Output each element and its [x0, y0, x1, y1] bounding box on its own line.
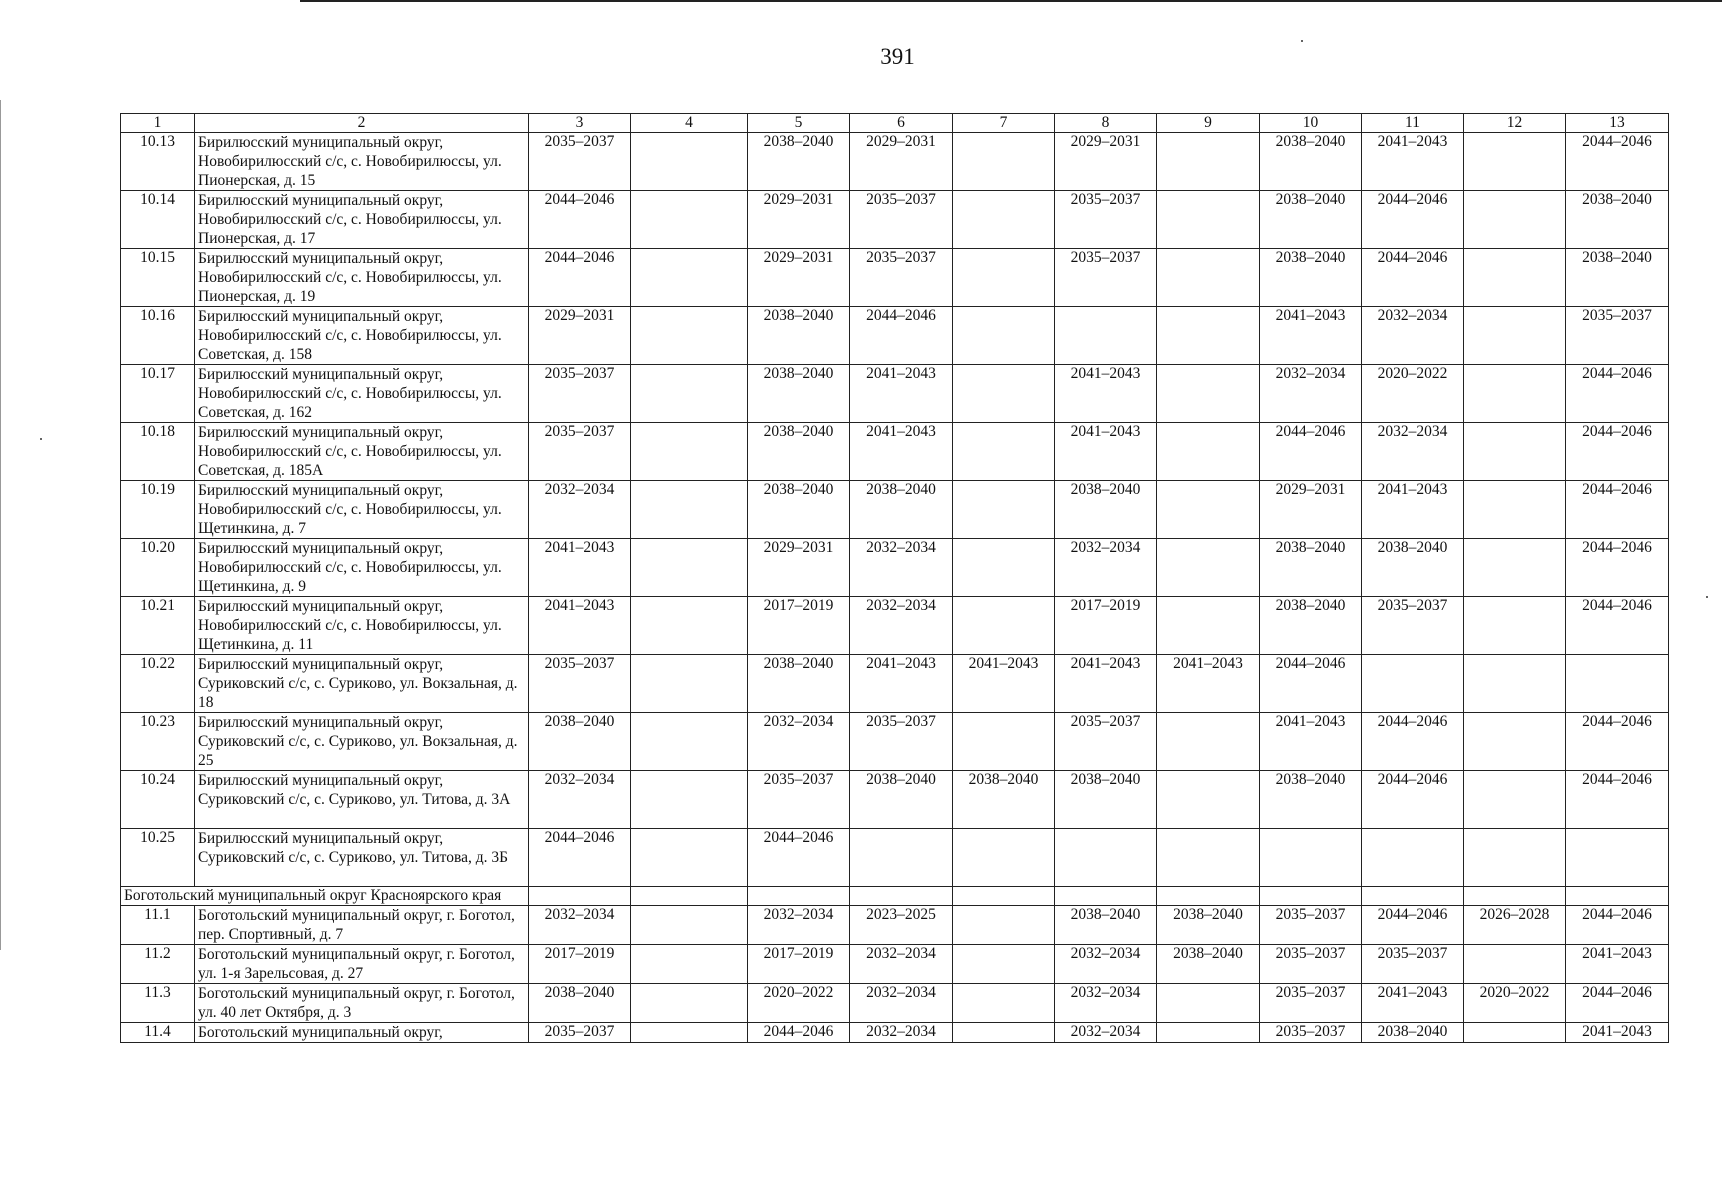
column-number: 12	[1464, 114, 1566, 133]
period-cell: 2035–2037	[1362, 597, 1464, 655]
address-cell: Бирилюсский муниципальный округ, Суриковский с/с, с. Суриково, ул. Вокзальная, д. 18	[195, 655, 529, 713]
period-cell: 2035–2037	[529, 1023, 631, 1043]
period-cell: 2032–2034	[748, 713, 850, 771]
period-cell	[1464, 1023, 1566, 1043]
empty-cell	[529, 887, 631, 906]
table-row	[121, 1023, 1669, 1043]
column-number: 3	[529, 114, 631, 133]
period-cell	[1464, 365, 1566, 423]
period-cell: 2032–2034	[1055, 539, 1157, 597]
period-cell: 2041–2043	[850, 655, 953, 713]
row-number: 10.25	[121, 829, 195, 887]
period-cell: 2044–2046	[1566, 713, 1669, 771]
period-cell	[850, 829, 953, 887]
period-cell	[1362, 829, 1464, 887]
period-cell: 2032–2034	[850, 945, 953, 984]
table-row	[121, 713, 1669, 771]
scan-speck	[1706, 596, 1708, 598]
period-cell	[953, 984, 1055, 1023]
table-row	[121, 191, 1669, 249]
period-cell: 2041–2043	[1566, 1023, 1669, 1043]
period-cell: 2035–2037	[1055, 713, 1157, 771]
period-cell	[1055, 829, 1157, 887]
period-cell	[631, 539, 748, 597]
column-number: 1	[121, 114, 195, 133]
period-cell: 2044–2046	[1566, 771, 1669, 829]
period-cell: 2044–2046	[1362, 771, 1464, 829]
period-cell	[631, 481, 748, 539]
period-cell: 2029–2031	[1260, 481, 1362, 539]
address-cell: Бирилюсский муниципальный округ, Новобирилюсский с/с, с. Новобирилюссы, ул. Советская, д. 185А	[195, 423, 529, 481]
row-number: 10.14	[121, 191, 195, 249]
period-cell	[953, 307, 1055, 365]
period-cell: 2035–2037	[1260, 1023, 1362, 1043]
period-cell	[631, 906, 748, 945]
period-cell	[631, 597, 748, 655]
period-cell	[1464, 771, 1566, 829]
column-number: 10	[1260, 114, 1362, 133]
period-cell: 2041–2043	[529, 597, 631, 655]
period-cell	[953, 133, 1055, 191]
period-cell: 2038–2040	[529, 713, 631, 771]
period-cell: 2044–2046	[529, 191, 631, 249]
period-cell: 2038–2040	[748, 481, 850, 539]
period-cell: 2044–2046	[1362, 249, 1464, 307]
period-cell: 2017–2019	[748, 945, 850, 984]
column-number: 2	[195, 114, 529, 133]
period-cell	[1464, 133, 1566, 191]
period-cell: 2044–2046	[748, 1023, 850, 1043]
section-title: Боготольский муниципальный округ Красноярского края	[121, 887, 529, 906]
period-cell: 2035–2037	[850, 713, 953, 771]
column-number: 9	[1157, 114, 1260, 133]
row-number: 11.4	[121, 1023, 195, 1043]
period-cell	[1464, 713, 1566, 771]
period-cell: 2041–2043	[1362, 133, 1464, 191]
period-cell: 2038–2040	[1157, 945, 1260, 984]
period-cell: 2041–2043	[529, 539, 631, 597]
column-number: 4	[631, 114, 748, 133]
empty-cell	[1362, 887, 1464, 906]
period-cell: 2032–2034	[850, 539, 953, 597]
period-cell: 2035–2037	[850, 249, 953, 307]
row-number: 10.23	[121, 713, 195, 771]
period-cell: 2038–2040	[748, 423, 850, 481]
period-cell: 2041–2043	[1157, 655, 1260, 713]
period-cell: 2032–2034	[529, 481, 631, 539]
period-cell	[1157, 1023, 1260, 1043]
period-cell	[1464, 191, 1566, 249]
row-number: 10.22	[121, 655, 195, 713]
address-cell: Боготольский муниципальный округ,	[195, 1023, 529, 1043]
period-cell: 2032–2034	[1260, 365, 1362, 423]
period-cell	[1464, 307, 1566, 365]
period-cell: 2035–2037	[1055, 191, 1157, 249]
table-row	[121, 133, 1669, 191]
period-cell: 2032–2034	[1055, 945, 1157, 984]
period-cell: 2044–2046	[1362, 713, 1464, 771]
period-cell	[631, 984, 748, 1023]
table-row	[121, 771, 1669, 829]
period-cell: 2044–2046	[1362, 191, 1464, 249]
period-cell: 2044–2046	[1566, 365, 1669, 423]
period-cell	[1566, 829, 1669, 887]
period-cell: 2035–2037	[1566, 307, 1669, 365]
period-cell	[953, 423, 1055, 481]
period-cell: 2038–2040	[1260, 597, 1362, 655]
table-row	[121, 307, 1669, 365]
empty-cell	[748, 887, 850, 906]
period-cell: 2017–2019	[1055, 597, 1157, 655]
period-cell: 2032–2034	[1055, 984, 1157, 1023]
period-cell: 2041–2043	[953, 655, 1055, 713]
period-cell: 2020–2022	[748, 984, 850, 1023]
period-cell	[953, 829, 1055, 887]
period-cell: 2044–2046	[850, 307, 953, 365]
period-cell: 2029–2031	[529, 307, 631, 365]
period-cell	[631, 191, 748, 249]
period-cell	[631, 771, 748, 829]
address-cell: Бирилюсский муниципальный округ, Новобирилюсский с/с, с. Новобирилюссы, ул. Пионерская, д. 19	[195, 249, 529, 307]
period-cell: 2038–2040	[850, 481, 953, 539]
period-cell	[953, 191, 1055, 249]
period-cell: 2032–2034	[529, 906, 631, 945]
period-cell: 2041–2043	[1055, 365, 1157, 423]
period-cell	[631, 423, 748, 481]
period-cell	[1157, 597, 1260, 655]
period-cell	[1464, 829, 1566, 887]
period-cell: 2032–2034	[850, 984, 953, 1023]
period-cell: 2044–2046	[1260, 655, 1362, 713]
period-cell	[1566, 655, 1669, 713]
period-cell	[953, 539, 1055, 597]
period-cell: 2038–2040	[1055, 481, 1157, 539]
address-cell: Боготольский муниципальный округ, г. Боготол, пер. Спортивный, д. 7	[195, 906, 529, 945]
row-number: 10.18	[121, 423, 195, 481]
address-cell: Бирилюсский муниципальный округ, Суриковский с/с, с. Суриково, ул. Титова, д. 3А	[195, 771, 529, 829]
period-cell: 2038–2040	[529, 984, 631, 1023]
empty-cell	[1260, 887, 1362, 906]
period-cell	[1464, 481, 1566, 539]
table-row	[121, 984, 1669, 1023]
table-row	[121, 249, 1669, 307]
period-cell	[631, 249, 748, 307]
column-number: 11	[1362, 114, 1464, 133]
period-cell	[1157, 307, 1260, 365]
period-cell: 2035–2037	[748, 771, 850, 829]
period-cell: 2044–2046	[1566, 984, 1669, 1023]
period-cell: 2044–2046	[1566, 133, 1669, 191]
table-row	[121, 945, 1669, 984]
period-cell	[953, 249, 1055, 307]
period-cell: 2044–2046	[529, 249, 631, 307]
period-cell: 2044–2046	[1362, 906, 1464, 945]
period-cell: 2035–2037	[1055, 249, 1157, 307]
period-cell: 2017–2019	[529, 945, 631, 984]
address-cell: Боготольский муниципальный округ, г. Боготол, ул. 40 лет Октября, д. 3	[195, 984, 529, 1023]
table-row	[121, 423, 1669, 481]
period-cell: 2026–2028	[1464, 906, 1566, 945]
column-number: 13	[1566, 114, 1669, 133]
period-cell: 2038–2040	[1260, 249, 1362, 307]
period-cell	[631, 365, 748, 423]
period-cell	[1464, 655, 1566, 713]
scan-speck	[1301, 40, 1303, 42]
period-cell: 2041–2043	[850, 365, 953, 423]
top-page-rule	[300, 0, 1722, 2]
period-cell	[953, 713, 1055, 771]
row-number: 10.24	[121, 771, 195, 829]
period-cell: 2029–2031	[748, 539, 850, 597]
table-row	[121, 481, 1669, 539]
period-cell	[1157, 365, 1260, 423]
period-cell: 2035–2037	[1362, 945, 1464, 984]
period-cell: 2029–2031	[850, 133, 953, 191]
period-cell	[631, 133, 748, 191]
period-cell	[1464, 423, 1566, 481]
period-cell: 2038–2040	[1362, 1023, 1464, 1043]
period-cell	[953, 365, 1055, 423]
period-cell	[1362, 655, 1464, 713]
column-number: 6	[850, 114, 953, 133]
period-cell: 2032–2034	[529, 771, 631, 829]
column-number: 7	[953, 114, 1055, 133]
empty-cell	[1566, 887, 1669, 906]
period-cell	[953, 1023, 1055, 1043]
address-cell: Бирилюсский муниципальный округ, Новобирилюсский с/с, с. Новобирилюссы, ул. Советская, д. 158	[195, 307, 529, 365]
table-row	[121, 365, 1669, 423]
row-number: 11.3	[121, 984, 195, 1023]
period-cell	[1464, 597, 1566, 655]
empty-cell	[631, 887, 748, 906]
table-row	[121, 906, 1669, 945]
period-cell: 2038–2040	[1260, 539, 1362, 597]
period-cell: 2032–2034	[1362, 423, 1464, 481]
row-number: 10.13	[121, 133, 195, 191]
period-cell	[631, 713, 748, 771]
period-cell	[1157, 713, 1260, 771]
period-cell	[631, 1023, 748, 1043]
period-cell: 2041–2043	[1362, 481, 1464, 539]
empty-cell	[1055, 887, 1157, 906]
period-cell: 2038–2040	[748, 307, 850, 365]
period-cell	[1157, 481, 1260, 539]
period-cell: 2041–2043	[1260, 307, 1362, 365]
period-cell	[1157, 133, 1260, 191]
period-cell: 2035–2037	[850, 191, 953, 249]
address-cell: Бирилюсский муниципальный округ, Новобирилюсский с/с, с. Новобирилюссы, ул. Щетинкина, д. 9	[195, 539, 529, 597]
period-cell: 2038–2040	[1260, 771, 1362, 829]
empty-cell	[1157, 887, 1260, 906]
period-cell	[1157, 539, 1260, 597]
row-number: 10.20	[121, 539, 195, 597]
period-cell: 2017–2019	[748, 597, 850, 655]
period-cell: 2032–2034	[1362, 307, 1464, 365]
period-cell: 2038–2040	[1055, 906, 1157, 945]
period-cell	[1157, 829, 1260, 887]
period-cell	[953, 945, 1055, 984]
scan-speck	[40, 438, 42, 440]
column-number: 8	[1055, 114, 1157, 133]
period-cell: 2038–2040	[1566, 249, 1669, 307]
table-row	[121, 539, 1669, 597]
period-cell: 2041–2043	[1055, 655, 1157, 713]
period-cell: 2044–2046	[529, 829, 631, 887]
period-cell: 2041–2043	[850, 423, 953, 481]
period-cell	[1055, 307, 1157, 365]
page-number: 391	[880, 44, 915, 69]
address-cell: Бирилюсский муниципальный округ, Новобирилюсский с/с, с. Новобирилюссы, ул. Советская, д. 162	[195, 365, 529, 423]
period-cell	[631, 945, 748, 984]
column-number: 5	[748, 114, 850, 133]
row-number: 10.16	[121, 307, 195, 365]
section-row	[121, 887, 1669, 906]
period-cell	[1260, 829, 1362, 887]
period-cell: 2038–2040	[1260, 133, 1362, 191]
period-cell: 2035–2037	[529, 365, 631, 423]
column-number-row	[121, 114, 1669, 133]
address-cell: Бирилюсский муниципальный округ, Суриковский с/с, с. Суриково, ул. Титова, д. 3Б	[195, 829, 529, 887]
address-cell: Бирилюсский муниципальный округ, Новобирилюсский с/с, с. Новобирилюссы, ул. Щетинкина, д. 7	[195, 481, 529, 539]
period-cell	[631, 655, 748, 713]
period-cell: 2044–2046	[748, 829, 850, 887]
period-cell: 2044–2046	[1566, 481, 1669, 539]
address-cell: Бирилюсский муниципальный округ, Суриковский с/с, с. Суриково, ул. Вокзальная, д. 25	[195, 713, 529, 771]
period-cell: 2032–2034	[748, 906, 850, 945]
period-cell: 2035–2037	[529, 655, 631, 713]
period-cell: 2044–2046	[1566, 906, 1669, 945]
period-cell	[1464, 249, 1566, 307]
period-cell: 2041–2043	[1055, 423, 1157, 481]
period-cell	[1464, 539, 1566, 597]
period-cell: 2038–2040	[1055, 771, 1157, 829]
row-number: 10.19	[121, 481, 195, 539]
period-cell: 2038–2040	[1566, 191, 1669, 249]
period-cell: 2035–2037	[1260, 984, 1362, 1023]
period-cell	[1157, 249, 1260, 307]
row-number: 10.17	[121, 365, 195, 423]
left-scan-edge	[0, 100, 1, 950]
address-cell: Бирилюсский муниципальный округ, Новобирилюсский с/с, с. Новобирилюссы, ул. Щетинкина, д. 11	[195, 597, 529, 655]
period-cell: 2038–2040	[953, 771, 1055, 829]
period-cell: 2041–2043	[1260, 713, 1362, 771]
row-number: 10.21	[121, 597, 195, 655]
period-cell	[1157, 191, 1260, 249]
period-cell	[953, 597, 1055, 655]
period-cell	[1157, 984, 1260, 1023]
period-cell: 2044–2046	[1566, 597, 1669, 655]
schedule-table	[120, 113, 1669, 1043]
period-cell: 2035–2037	[1260, 945, 1362, 984]
period-cell	[1157, 423, 1260, 481]
address-cell: Боготольский муниципальный округ, г. Боготол, ул. 1-я Зарельсовая, д. 27	[195, 945, 529, 984]
period-cell: 2029–2031	[748, 191, 850, 249]
row-number: 11.1	[121, 906, 195, 945]
period-cell: 2035–2037	[529, 133, 631, 191]
period-cell: 2023–2025	[850, 906, 953, 945]
period-cell: 2041–2043	[1362, 984, 1464, 1023]
period-cell	[631, 829, 748, 887]
period-cell: 2035–2037	[1260, 906, 1362, 945]
period-cell: 2029–2031	[748, 249, 850, 307]
period-cell: 2044–2046	[1566, 423, 1669, 481]
table-row	[121, 655, 1669, 713]
period-cell	[1464, 945, 1566, 984]
period-cell: 2038–2040	[748, 655, 850, 713]
period-cell	[1157, 771, 1260, 829]
period-cell	[631, 307, 748, 365]
period-cell	[953, 481, 1055, 539]
period-cell: 2032–2034	[1055, 1023, 1157, 1043]
period-cell: 2044–2046	[1566, 539, 1669, 597]
empty-cell	[1464, 887, 1566, 906]
period-cell: 2038–2040	[748, 133, 850, 191]
table-row	[121, 597, 1669, 655]
period-cell	[953, 906, 1055, 945]
period-cell: 2038–2040	[850, 771, 953, 829]
period-cell: 2041–2043	[1566, 945, 1669, 984]
period-cell: 2029–2031	[1055, 133, 1157, 191]
period-cell: 2038–2040	[1157, 906, 1260, 945]
empty-cell	[850, 887, 953, 906]
period-cell: 2032–2034	[850, 597, 953, 655]
row-number: 10.15	[121, 249, 195, 307]
empty-cell	[953, 887, 1055, 906]
address-cell: Бирилюсский муниципальный округ, Новобирилюсский с/с, с. Новобирилюссы, ул. Пионерская, д. 15	[195, 133, 529, 191]
period-cell: 2020–2022	[1464, 984, 1566, 1023]
table-row	[121, 829, 1669, 887]
address-cell: Бирилюсский муниципальный округ, Новобирилюсский с/с, с. Новобирилюссы, ул. Пионерская, д. 17	[195, 191, 529, 249]
period-cell: 2035–2037	[529, 423, 631, 481]
period-cell: 2032–2034	[850, 1023, 953, 1043]
period-cell: 2044–2046	[1260, 423, 1362, 481]
period-cell: 2038–2040	[1362, 539, 1464, 597]
row-number: 11.2	[121, 945, 195, 984]
period-cell: 2038–2040	[1260, 191, 1362, 249]
period-cell: 2020–2022	[1362, 365, 1464, 423]
period-cell: 2038–2040	[748, 365, 850, 423]
